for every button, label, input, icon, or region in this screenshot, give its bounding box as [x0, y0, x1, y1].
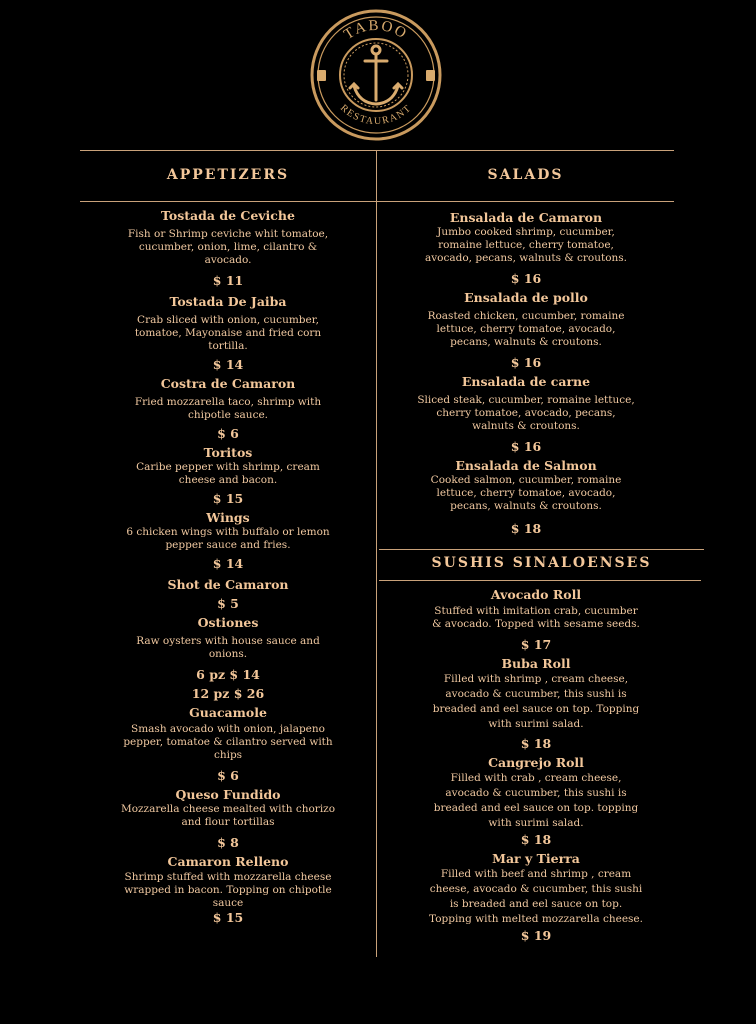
- item-description: Caribe pepper with shrimp, cream cheese and bacon.: [136, 461, 320, 486]
- menu-item: [118, 787, 338, 850]
- item-price: $ 16: [510, 439, 542, 454]
- item-name: Costra de Camaron: [160, 376, 296, 391]
- menu-item: [428, 587, 644, 652]
- item-description: 6 chicken wings with buffalo or lemon pepper sauce and fries.: [126, 526, 330, 551]
- menu-item: [118, 376, 338, 441]
- item-name: Ensalada de Salmon: [455, 458, 597, 473]
- menu-item: [118, 208, 338, 288]
- header-bottom-divider: [80, 201, 674, 202]
- item-price: $ 6: [217, 426, 239, 441]
- menu-item: [118, 854, 338, 925]
- menu-item: [118, 615, 338, 701]
- item-name: Tostada de Ceviche: [161, 208, 295, 223]
- item-name: Buba Roll: [501, 656, 571, 671]
- item-description: Filled with beef and shrimp , cream cheese, avocado & cucumber, this sushi is breaded and eel sauce on top. Topping with melted mozzarella cheese.: [429, 868, 643, 925]
- item-price: $ 8: [217, 835, 239, 850]
- item-name: Ensalada de pollo: [464, 290, 588, 305]
- item-price: $ 18: [520, 736, 552, 751]
- menu-item: [416, 374, 636, 454]
- item-description: Filled with shrimp , cream cheese, avocado & cucumber, this sushi is breaded and eel sauce on top. Topping with surimi salad.: [432, 673, 640, 730]
- item-price: $ 6: [217, 768, 239, 783]
- item-description: Raw oysters with house sauce and onions.: [136, 635, 320, 660]
- item-price: $ 16: [510, 271, 542, 286]
- item-name: Avocado Roll: [490, 587, 582, 602]
- item-price: 6 pz $ 14: [196, 667, 260, 682]
- item-price: 12 pz $ 26: [191, 686, 265, 701]
- item-description: Sliced steak, cucumber, romaine lettuce, cherry tomatoe, avocado, pecans, walnuts & croutons.: [417, 394, 635, 432]
- center-divider: [376, 151, 377, 957]
- item-name: Ostiones: [197, 615, 259, 630]
- item-name: Cangrejo Roll: [488, 755, 584, 770]
- item-name: Ensalada de carne: [461, 374, 591, 389]
- item-price: $ 15: [212, 491, 244, 506]
- item-name: Wings: [206, 510, 250, 525]
- item-price: $ 16: [510, 355, 542, 370]
- taboo-logo: [309, 8, 443, 142]
- item-name: Shot de Camaron: [167, 577, 289, 592]
- menu-item: [118, 445, 338, 506]
- item-name: Tostada De Jaiba: [169, 294, 287, 309]
- item-description: Roasted chicken, cucumber, romaine lettuce, cherry tomatoe, avocado, pecans, walnuts & croutons.: [427, 310, 625, 348]
- menu-item: [428, 755, 644, 847]
- item-description: Fish or Shrimp ceviche whit tomatoe, cucumber, onion, lime, cilantro & avocado.: [127, 228, 329, 266]
- item-description: Jumbo cooked shrimp, cucumber, romaine lettuce, cherry tomatoe, avocado, pecans, walnuts & croutons.: [424, 226, 628, 264]
- item-name: Ensalada de Camaron: [449, 210, 603, 225]
- appetizers-column: [118, 208, 338, 929]
- item-name: Toritos: [203, 445, 253, 460]
- item-description: Fried mozzarella taco, shrimp with chipotle sauce.: [134, 396, 322, 421]
- item-price: $ 18: [510, 521, 542, 536]
- appetizers-title: APPETIZERS: [166, 167, 290, 183]
- salads-column: [416, 210, 636, 540]
- item-description: Crab sliced with onion, cucumber, tomatoe, Mayonaise and fried corn tortilla.: [134, 314, 322, 352]
- menu-item: [428, 656, 644, 751]
- sushi-bottom-divider: [379, 580, 701, 581]
- menu-item: [416, 210, 636, 286]
- sushi-top-divider: [379, 549, 704, 550]
- menu-item: [416, 290, 636, 370]
- item-description: Stuffed with imitation crab, cucumber & avocado. Topped with sesame seeds.: [432, 605, 640, 630]
- menu-item: [416, 458, 636, 536]
- menu-item: [118, 510, 338, 571]
- item-price: $ 15: [212, 910, 244, 925]
- top-divider: [80, 150, 674, 151]
- item-description: Mozzarella cheese mealted with chorizo and flour tortillas: [120, 803, 336, 828]
- item-price: $ 18: [520, 832, 552, 847]
- item-price: $ 17: [520, 637, 552, 652]
- menu-item: [428, 851, 644, 943]
- item-name: Mar y Tierra: [492, 851, 580, 866]
- item-description: Shrimp stuffed with mozzarella cheese wrapped in bacon. Topping on chipotle sauce: [124, 871, 332, 909]
- item-price: $ 14: [212, 556, 244, 571]
- item-description: Filled with crab , cream cheese, avocado & cucumber, this sushi is breaded and eel sauce on top. topping with surimi salad.: [433, 772, 639, 829]
- item-description: Smash avocado with onion, jalapeno pepper, tomatoe & cilantro served with chips: [123, 723, 333, 761]
- item-price: $ 11: [212, 273, 244, 288]
- menu-item: [118, 705, 338, 783]
- svg-text:TABOO: TABOO: [341, 17, 411, 43]
- sushis-title: SUSHIS SINALOENSES: [431, 555, 652, 571]
- item-price: $ 19: [520, 928, 552, 943]
- item-name: Queso Fundido: [175, 787, 281, 802]
- item-price: $ 5: [217, 596, 239, 611]
- salads-title: SALADS: [487, 167, 564, 183]
- svg-text:RESTAURANT: RESTAURANT: [337, 102, 414, 128]
- item-price: $ 14: [212, 357, 244, 372]
- item-name: Camaron Relleno: [167, 854, 289, 869]
- sushis-column: [428, 587, 644, 947]
- menu-item: [118, 577, 338, 611]
- menu-item: [118, 294, 338, 372]
- item-name: Guacamole: [189, 705, 267, 720]
- item-description: Cooked salmon, cucumber, romaine lettuce, cherry tomatoe, avocado, pecans, walnuts & croutons.: [430, 474, 622, 512]
